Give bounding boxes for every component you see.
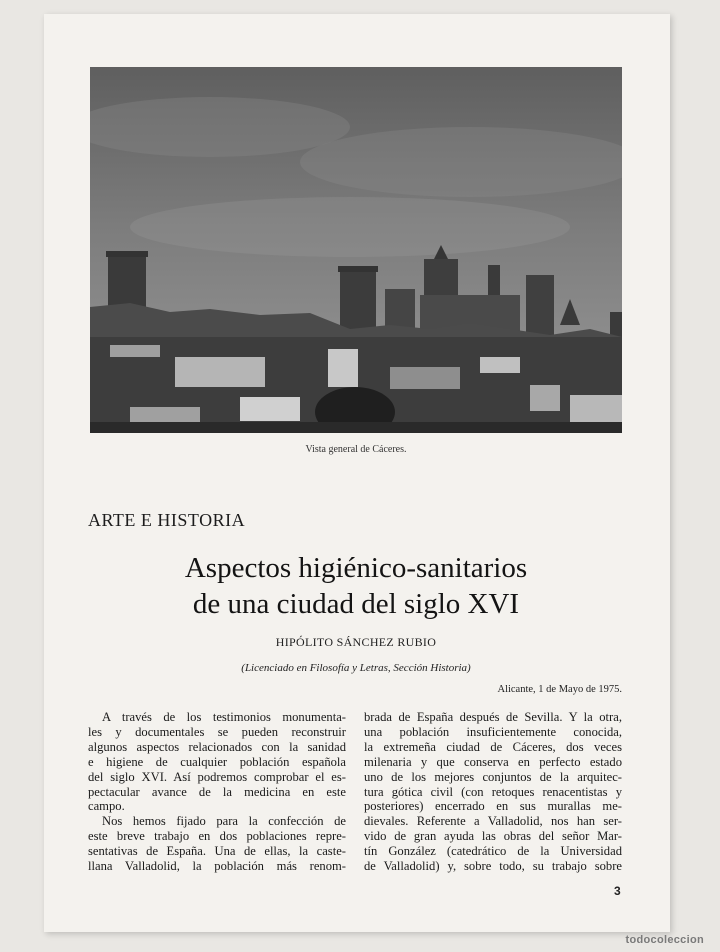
body-line: campo.: [88, 799, 125, 814]
article-title: [90, 550, 622, 622]
watermark-text: todocoleccion: [625, 934, 704, 946]
caceres-skyline-image: [90, 67, 622, 433]
body-column-right: [364, 710, 622, 874]
body-line: este breve trabajo en dos poblaciones repre-: [88, 829, 346, 844]
body-line: Nos hemos fijado para la confección de: [102, 814, 346, 829]
author-name: HIPÓLITO SÁNCHEZ RUBIO: [275, 635, 437, 649]
section-heading: ARTE E HISTORIA: [88, 510, 246, 530]
body-line: una población insuficientemente conocida,: [364, 724, 622, 739]
body-line: tín González (catedrático de la Universidad: [364, 844, 622, 859]
body-line: vido de gran ayuda las obras del señor Mar-: [364, 829, 622, 844]
body-line: les y documentales se pueden reconstruir: [88, 724, 346, 739]
author-affiliation: (Licenciado en Filosofía y Letras, Sección Historia): [241, 662, 471, 674]
body-line: sentativas de España. Una de ellas, la caste-: [88, 844, 346, 859]
body-line: tura gótica civil (con retoques renacentistas y: [364, 784, 622, 799]
body-line: A través de los testimonios monumenta-: [102, 710, 346, 724]
body-line: llana Valladolid, la población más renom-: [88, 859, 346, 874]
page-number: 3: [614, 884, 621, 898]
body-line: algunos aspectos relacionados con la sanidad: [88, 739, 346, 754]
body-line: dievales. Referente a Valladolid, nos han ser-: [364, 814, 622, 829]
title-line-1: Aspectos higiénico-sanitarios: [184, 552, 528, 584]
photo-caption: Vista general de Cáceres.: [305, 444, 407, 455]
body-line: posteriores) encerrado en sus murallas me-: [364, 799, 622, 814]
body-line: brada de España después de Sevilla. Y la otra,: [364, 710, 622, 724]
body-line: del siglo XVI. Así podremos comprobar el es-: [88, 769, 346, 784]
body-line: la extremeña ciudad de Cáceres, dos veces: [364, 739, 622, 754]
dateline: Alicante, 1 de Mayo de 1975.: [497, 684, 622, 695]
body-line: e higiene de cualquier población española: [88, 754, 346, 769]
body-line: de Valladolid) y, sobre todo, su trabajo sobre: [364, 859, 622, 874]
body-line: uno de los mejores conjuntos de la arquitec-: [364, 769, 622, 784]
body-line: milenaria y que conserva en perfecto estado: [364, 754, 622, 769]
city-photo: [90, 67, 622, 433]
title-line-2: de una ciudad del siglo XVI: [192, 588, 520, 620]
body-column-left: [88, 710, 346, 874]
body-line: pectacular avance de la medicina en este: [88, 784, 346, 799]
